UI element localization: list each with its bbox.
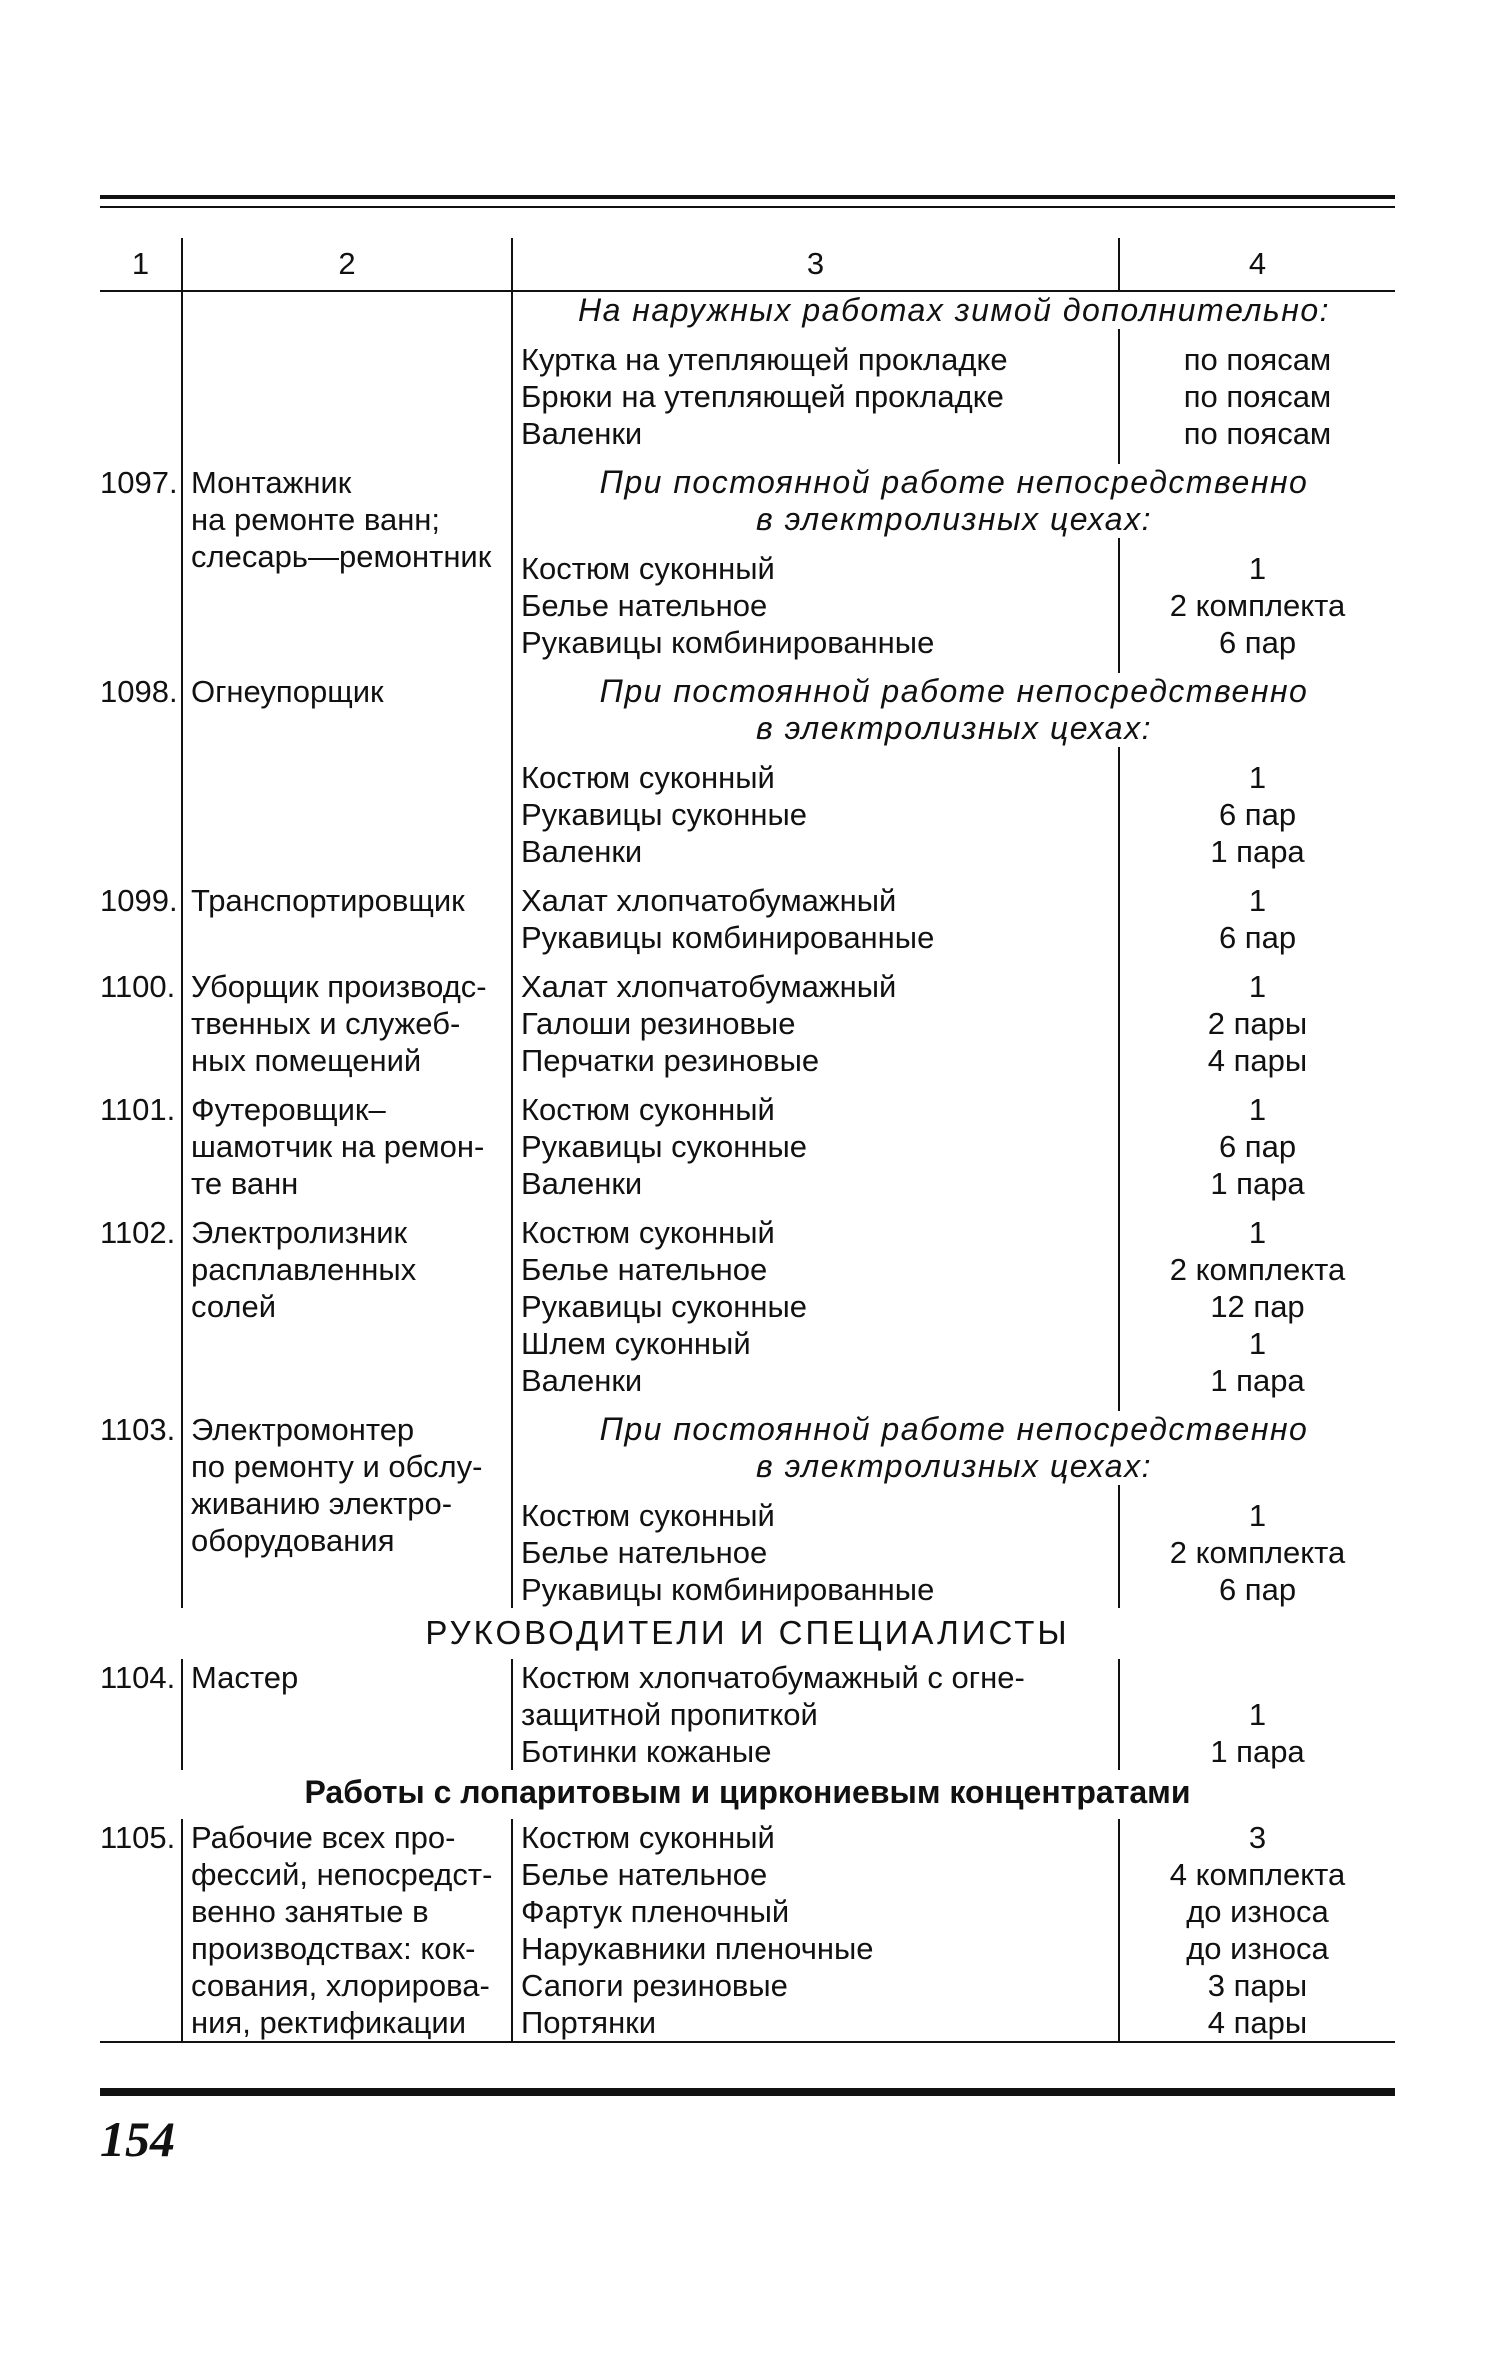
profession-line: шамотчик на ремон- (191, 1129, 485, 1164)
profession-line: Уборщик производс- (191, 969, 487, 1004)
profession-line: солей (191, 1289, 277, 1324)
profession-line: производствах: кок- (191, 1931, 476, 1966)
item-name: Портянки (521, 2005, 657, 2040)
item-name: Ботинки кожаные (521, 1734, 772, 1769)
profession-line: на ремонте ванн; (191, 502, 441, 537)
items-cell (512, 1485, 1119, 1608)
item-name: Халат хлопчатобумажный (521, 969, 897, 1004)
entry-number: 1097. (100, 464, 182, 661)
items-cell (512, 882, 1119, 956)
item-qty: 1 (1248, 883, 1267, 918)
item-name: Валенки (521, 834, 643, 869)
items-cell (512, 1214, 1119, 1399)
qty-cell (1119, 1214, 1395, 1399)
item-name: Перчатки резиновые (521, 1043, 820, 1078)
item-qty: 1 (1248, 1215, 1267, 1250)
profession-cell (182, 1659, 512, 1770)
item-name: Шлем суконный (521, 1326, 751, 1361)
norms-table (100, 238, 1395, 2043)
col-header-4: 4 (1119, 238, 1395, 291)
note-line: При постоянной работе непосредственно (599, 673, 1309, 709)
items-cell (512, 968, 1119, 1079)
item-name: Костюм суконный (521, 551, 775, 586)
profession-line: Транспортировщик (191, 883, 465, 918)
qty-cell (1119, 1819, 1395, 2042)
profession-line: Монтажник (191, 465, 352, 500)
item-qty: 4 пары (1207, 2005, 1308, 2040)
section-heading-concentrates: Работы с лопаритовым и циркониевым концентратами (304, 1774, 1191, 1810)
item-name: Рукавицы комбинированные (521, 1572, 935, 1607)
profession-line: ных помещений (191, 1043, 422, 1078)
note (512, 464, 1395, 538)
entry-number: 1100. (100, 968, 182, 1079)
qty-cell (1119, 747, 1395, 870)
profession-cell (182, 968, 512, 1079)
item-name: Костюм суконный (521, 1215, 775, 1250)
profession-line: Футеровщик– (191, 1092, 386, 1127)
profession-line: расплавленных (191, 1252, 417, 1287)
note-line: в электролизных цехах: (756, 710, 1152, 746)
item-name: Белье нательное (521, 588, 768, 623)
profession-line: венно занятые в (191, 1894, 429, 1929)
table-row (100, 1091, 1395, 1202)
qty-cell (1119, 882, 1395, 956)
item-name: Белье нательное (521, 1535, 768, 1570)
qty-cell (1119, 1485, 1395, 1608)
item-name: Белье нательное (521, 1252, 768, 1287)
items-cell (512, 1091, 1119, 1202)
note-line: в электролизных цехах: (756, 1448, 1152, 1484)
item-name: Нарукавники пленочные (521, 1931, 874, 1966)
table-row (100, 882, 1395, 956)
profession-cell (182, 882, 512, 956)
profession-line: Мастер (191, 1660, 299, 1695)
qty-cell (1119, 968, 1395, 1079)
item-name: Костюм суконный (521, 1092, 775, 1127)
item-name: Галоши резиновые (521, 1006, 796, 1041)
note-line: в электролизных цехах: (756, 501, 1152, 537)
items-cell (512, 1819, 1119, 2042)
table-row (100, 968, 1395, 1079)
item-qty: 6 пар (1218, 797, 1297, 832)
item-qty: 4 пары (1207, 1043, 1308, 1078)
note (512, 1411, 1395, 1485)
item-qty: 2 комплекта (1169, 1252, 1346, 1287)
item-name: Куртка на утепляющей прокладке (521, 342, 1008, 377)
table-row (100, 1770, 1395, 1819)
item-qty: до износа (1186, 1894, 1329, 1929)
table-row (100, 1214, 1395, 1399)
profession-line: те ванн (191, 1166, 299, 1201)
item-qty: 1 (1248, 1092, 1267, 1127)
top-note: На наружных работах зимой дополнительно: (577, 292, 1331, 328)
qty-cell (1119, 538, 1395, 661)
profession-line: сования, хлорирова- (191, 1968, 490, 2003)
item-name: Фартук пленочный (521, 1894, 790, 1929)
profession-cell (182, 1411, 512, 1608)
qty-cell (1119, 1659, 1395, 1770)
table-row (100, 1608, 1395, 1659)
col-header-1: 1 (100, 238, 182, 291)
note (512, 673, 1395, 747)
entry-number: 1099. (100, 882, 182, 956)
profession-line: ния, ректификации (191, 2005, 467, 2040)
item-name: Рукавицы суконные (521, 797, 808, 832)
items-cell (512, 1659, 1119, 1770)
profession-line: фессий, непосредст- (191, 1857, 493, 1892)
item-qty: 1 пара (1210, 834, 1305, 869)
table-row (100, 341, 1395, 452)
item-qty: 3 пары (1207, 1968, 1308, 2003)
col-header-2: 2 (182, 238, 512, 291)
item-qty: 2 комплекта (1169, 588, 1346, 623)
item-qty: 1 (1248, 1326, 1267, 1361)
entry-number: 1101. (100, 1091, 182, 1202)
profession-line: живанию электро- (191, 1486, 453, 1521)
top-rule-thin (100, 206, 1395, 208)
item-name: Валенки (521, 416, 643, 451)
item-name: Рукавицы комбинированные (521, 625, 935, 660)
item-qty: 1 (1248, 1498, 1267, 1533)
item-qty: 1 (1248, 760, 1267, 795)
top-rule-thick (100, 195, 1395, 199)
table-row (100, 1411, 1395, 1485)
column-header-row (100, 238, 1395, 291)
profession-line: Рабочие всех про- (191, 1820, 456, 1855)
entry-number: 1102. (100, 1214, 182, 1399)
item-qty: 2 пары (1207, 1006, 1308, 1041)
item-name: Рукавицы комбинированные (521, 920, 935, 955)
bottom-rule (100, 2088, 1395, 2096)
item-qty: 1 пара (1210, 1363, 1305, 1398)
item-name: Валенки (521, 1166, 643, 1201)
note-line: При постоянной работе непосредственно (599, 1411, 1309, 1447)
item-qty: 1 (1248, 969, 1267, 1004)
table-row (100, 1659, 1395, 1770)
item-qty: 4 комплекта (1169, 1857, 1346, 1892)
item-name: Сапоги резиновые (521, 1968, 788, 2003)
item-qty: по поясам (1183, 379, 1332, 414)
item-name: Брюки на утепляющей прокладке (521, 379, 1004, 414)
profession-cell (182, 464, 512, 661)
profession-line: Огнеупорщик (191, 674, 384, 709)
item-name: Костюм суконный (521, 1820, 775, 1855)
profession-line: по ремонту и обслу- (191, 1449, 483, 1484)
profession-line: оборудования (191, 1523, 395, 1558)
items-cell (512, 747, 1119, 870)
profession-cell (182, 1819, 512, 2042)
item-qty (1120, 1659, 1395, 1696)
profession-cell (182, 1214, 512, 1399)
item-qty: 1 (1248, 1697, 1267, 1732)
item-qty: 1 (1248, 551, 1267, 586)
profession-line: Электролизник (191, 1215, 408, 1250)
item-qty: 6 пар (1218, 920, 1297, 955)
item-name: защитной пропиткой (521, 1697, 818, 1732)
item-name: Белье нательное (521, 1857, 768, 1892)
profession-line: твенных и служеб- (191, 1006, 461, 1041)
table-row (100, 464, 1395, 538)
item-name: Рукавицы суконные (521, 1289, 808, 1324)
item-name: Рукавицы суконные (521, 1129, 808, 1164)
section-heading-managers: РУКОВОДИТЕЛИ И СПЕЦИАЛИСТЫ (425, 1614, 1070, 1651)
item-name: Костюм суконный (521, 760, 775, 795)
item-name: Костюм суконный (521, 1498, 775, 1533)
item-qty: 3 (1248, 1820, 1267, 1855)
qty-cell (1119, 1091, 1395, 1202)
qty-cell (1119, 341, 1395, 452)
entry-number: 1098. (100, 673, 182, 870)
item-qty: по поясам (1183, 342, 1332, 377)
item-qty: по поясам (1183, 416, 1332, 451)
item-qty: 1 пара (1210, 1734, 1305, 1769)
col-header-3: 3 (512, 238, 1119, 291)
page-number: 154 (100, 2111, 175, 2167)
table-row (100, 291, 1395, 329)
table-row (100, 673, 1395, 747)
item-qty: до износа (1186, 1931, 1329, 1966)
item-name: Костюм хлопчатобумажный с огне- (521, 1660, 1025, 1695)
entry-number: 1105. (100, 1819, 182, 2042)
items-cell (512, 538, 1119, 661)
items-cell (512, 341, 1119, 452)
entry-number: 1103. (100, 1411, 182, 1608)
profession-cell (182, 673, 512, 870)
item-qty: 6 пар (1218, 1572, 1297, 1607)
norms-table-container (100, 238, 1395, 2043)
profession-line: слесарь—ремонтник (191, 539, 492, 574)
item-qty: 6 пар (1218, 625, 1297, 660)
profession-cell (182, 1091, 512, 1202)
table-row (100, 1819, 1395, 2042)
item-qty: 1 пара (1210, 1166, 1305, 1201)
item-name: Халат хлопчатобумажный (521, 883, 897, 918)
item-qty: 12 пар (1210, 1289, 1305, 1324)
entry-number: 1104. (100, 1659, 182, 1770)
note-line: При постоянной работе непосредственно (599, 464, 1309, 500)
item-qty: 6 пар (1218, 1129, 1297, 1164)
item-name: Валенки (521, 1363, 643, 1398)
item-qty: 2 комплекта (1169, 1535, 1346, 1570)
profession-line: Электромонтер (191, 1412, 415, 1447)
